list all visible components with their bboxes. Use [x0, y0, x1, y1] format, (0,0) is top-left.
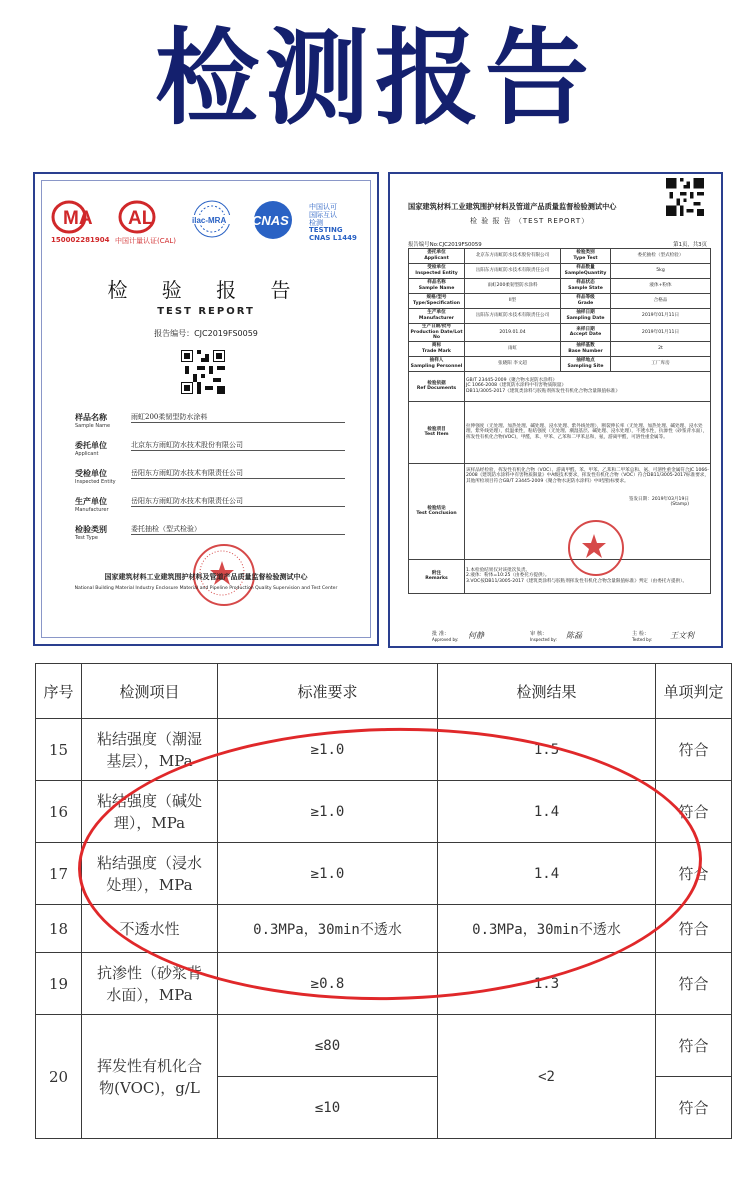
- certificate-footer-en: National Building Material Industry Enclosure Material and Pipeline Production Quality Supervision and Test Center: [74, 586, 338, 591]
- qr-code-icon: [181, 350, 225, 394]
- form-info-row: 样品名称 Sample Name 雨虹200柔韧型防水涂料 样品状态 Sample State 液体+粉体: [409, 279, 711, 294]
- cnas-note-5: CNAS L1449: [309, 234, 357, 242]
- field-test-type: 检验类别 Test Type 委托抽检（型式检验）: [75, 524, 345, 550]
- qr-code-icon: [666, 178, 704, 216]
- test-report-form: 国家建筑材料工业建筑围护材料及管道产品质量监督检验测试中心 检 验 报 告 （TEST REPORT） 报告编号No:CJC2019FS0059 第1页，共3页 委托单位 Applicant 北京东方雨虹防水技术股份有限公司 检验类别 Type Test 委托抽检（型式检验） 受检单位 Inspected Entity 岳阳东方雨虹防水技术有限责任公司 样品数量 SampleQuantity 5kg 样品名称 Sample Name 雨虹200柔韧型防水涂料 样品状态 Sample State 液体+粉体 规格/型号 Type/Specification II型 样品等级 Grade 合格品 生产单位 Manufacturer 岳阳东方雨虹防水技术有限责任公司 抽样日期 Sampling Date 2019年01月11日 生产日期/批号 Production Date/Lot No 2019.01.04 来样日期 Accept Date 2019年01月11日 商标 Trade Mark 雨虹 抽样基数 Base Number 2t 抽样人 Sampling Personnel 张晓阳 李文超 抽样地点 Sampling Site 工厂库房 检验依据 Ref Documents GB/T 23445-2009《聚合物水泥防水涂料》 JC 1066-2008《建筑防水涂料中有害物质限量》 DB11/3005-2017《建筑类涂料与胶粘剂挥发性有机化合物含量限值标准》 检验项目 Test Item 拉伸强度（无处理、加热处理、碱处理、浸水处理、紫外线处理），断裂伸长率（无处理、加热处理、碱处理、浸水处理、紫外线处理），低温柔性，粘结强度（无处理、潮湿基层、碱处理、浸水处理），不透水性，抗渗性（砂浆背水面），挥发性有机化合物(VOC)，甲醛，苯、甲苯、乙苯和二甲苯总和，氨，游离甲醛，可溶性重金属等。 检验结论 Test Conclusion 该样品经检验，挥发性有机化合物（VOC）、游离甲醛、苯、甲苯、乙苯和二甲苯总和、氨、可溶性重金属符合JC 1066-2008《建筑防水涂料中有害物质限量》中A级技术要求，挥发性有机化合物（VOC）符合DB11/3005-2017标准要求，其他所检项目符合GB/T 23445-2009《聚合物水泥防水涂料》中II型指标要求。 签发日期：2019年03月19日 (Stamp) 附注 Remarks 1.本检验结果仅对该批次负责。 2.液体：粉体=10:25（由委托方提供）。 3.VOC按DB11/3005-2017《建筑类涂料与胶粘剂挥发性有机化合物含量限值标准》判定（由委托方提供）。 批 准： Approved by: 何静 审 核： Inspected by: 陈磊 主 检： Tested by: 王文利: [388, 172, 723, 648]
- table-row: 16 粘结强度（碱处理），MPa ≥1.0 1.4 符合: [36, 781, 732, 843]
- cnas-logo: [243, 200, 303, 246]
- sign-stamp: (Stamp): [670, 502, 689, 508]
- cma-number: 150002281904: [51, 236, 110, 244]
- official-seal: [568, 520, 624, 576]
- cal-caption: 中国计量认证(CAL): [115, 237, 177, 245]
- field-sample-name: 样品名称 Sample Name 雨虹200柔韧型防水涂料: [75, 412, 345, 438]
- accreditation-logos: [51, 200, 371, 260]
- field-value: 岳阳东方雨虹防水技术有限责任公司: [131, 497, 243, 505]
- cnas-note-2: 国际互认: [309, 211, 337, 219]
- header-standard: 标准要求: [218, 664, 438, 719]
- table-row: 17 粘结强度（浸水处理），MPa ≥1.0 1.4 符合: [36, 843, 732, 905]
- form-info-row: 抽样人 Sampling Personnel 张晓阳 李文超 抽样地点 Sampling Site 工厂库房: [409, 356, 711, 371]
- form-info-row: 受检单位 Inspected Entity 岳阳东方雨虹防水技术有限责任公司 样品数量 SampleQuantity 5kg: [409, 264, 711, 279]
- form-page-indicator: 第1页，共3页: [673, 242, 707, 248]
- cal-logo: [115, 200, 177, 246]
- certificate-title: 检 验 报 告: [107, 278, 305, 302]
- field-applicant: 委托单位 Applicant 北京东方雨虹防水技术股份有限公司: [75, 440, 345, 466]
- form-info-row: 商标 Trade Mark 雨虹 抽样基数 Base Number 2t: [409, 341, 711, 356]
- form-row-remarks: 附注 Remarks 1.本检验结果仅对该批次负责。 2.液体：粉体=10:25（由委托方提供）。 3.VOC按DB11/3005-2017《建筑类涂料与胶粘剂挥发性有机化合物含量限值标准》判定（由委托方提供）。: [409, 559, 711, 593]
- results-header-row: [36, 664, 732, 719]
- cnas-note-4: TESTING: [309, 226, 343, 234]
- sign-date: 签发日期：2019年03月19日: [628, 496, 689, 502]
- cal-logo-text: AL: [128, 208, 154, 229]
- cnas-logo-text: CNAS: [252, 213, 289, 228]
- form-subtitle: 检 验 报 告 （TEST REPORT）: [470, 217, 590, 225]
- form-info-row: 规格/型号 Type/Specification II型 样品等级 Grade 合格品: [409, 294, 711, 309]
- approver-signature: 何静: [468, 631, 484, 640]
- header-item: 检测项目: [82, 664, 218, 719]
- form-row-ref: 检验依据 Ref Documents GB/T 23445-2009《聚合物水泥防水涂料》 JC 1066-2008《建筑防水涂料中有害物质限量》 DB11/3005-2017《建筑类涂料与胶粘剂挥发性有机化合物含量限值标准》: [409, 371, 711, 401]
- form-row-conclusion: 检验结论 Test Conclusion 该样品经检验，挥发性有机化合物（VOC）、游离甲醛、苯、甲苯、乙苯和二甲苯总和、氨、可溶性重金属符合JC 1066-2008《建筑防水涂料中有害物质限量》中A级技术要求，挥发性有机化合物（VOC）符合DB11/3005-2017标准要求，其他所检项目符合GB/T 23445-2009《聚合物水泥防水涂料》中II型指标要求。 签发日期：2019年03月19日 (Stamp): [409, 463, 711, 559]
- form-info-row: 生产单位 Manufacturer 岳阳东方雨虹防水技术有限责任公司 抽样日期 Sampling Date 2019年01月11日: [409, 309, 711, 324]
- form-info-row: 委托单位 Applicant 北京东方雨虹防水技术股份有限公司 检验类别 Type Test 委托抽检（型式检验）: [409, 249, 711, 264]
- ilac-mra-text: ilac-MRA: [192, 216, 227, 225]
- table-row: 18 不透水性 0.3MPa，30min不透水 0.3MPa，30min不透水 符合: [36, 905, 732, 953]
- field-value: 雨虹200柔韧型防水涂料: [131, 413, 208, 421]
- certificate-footer: 国家建筑材料工业建筑围护材料及管道产品质量监督检验测试中心: [104, 573, 308, 581]
- cnas-note-1: 中国认可: [309, 203, 337, 211]
- table-row: ≤10 符合: [36, 1077, 732, 1139]
- field-manufacturer: 生产单位 Manufacturer 岳阳东方雨虹防水技术有限责任公司: [75, 496, 345, 522]
- field-value: 北京东方雨虹防水技术股份有限公司: [131, 441, 243, 449]
- form-row-items: 检验项目 Test Item 拉伸强度（无处理、加热处理、碱处理、浸水处理、紫外线处理），断裂伸长率（无处理、加热处理、碱处理、浸水处理、紫外线处理），低温柔性，粘结强度（无处理、潮湿基层、碱处理、浸水处理），不透水性，抗渗性（砂浆背水面），挥发性有机化合物(VOC)，甲醛，苯、甲苯、乙苯和二甲苯总和，氨，游离甲醛，可溶性重金属等。: [409, 401, 711, 463]
- ilac-mra-logo: [187, 200, 237, 246]
- cma-logo-text: MA: [63, 208, 93, 229]
- header-no: 序号: [36, 664, 82, 719]
- table-row: 15 粘结强度（潮湿基层），MPa ≥1.0 1.5 符合: [36, 719, 732, 781]
- table-row: 19 抗渗性（砂浆背水面），MPa ≥0.8 1.3 符合: [36, 953, 732, 1015]
- form-info-row: 生产日期/批号 Production Date/Lot No 2019.01.04 来样日期 Accept Date 2019年01月11日: [409, 324, 711, 342]
- table-row: 20 挥发性有机化合物(VOC)，g/L ≤80 <2 符合: [36, 1015, 732, 1077]
- field-value: 委托抽检（型式检验）: [131, 525, 201, 533]
- certificate-subtitle: TEST REPORT: [157, 306, 255, 317]
- certificate-report-number: 报告编号：CJC2019FS0059: [154, 329, 258, 338]
- inspector-signature: 陈磊: [566, 631, 582, 640]
- tester-signature: 王文利: [670, 631, 694, 640]
- seal-star-icon: [570, 522, 618, 570]
- header-result: 检测结果: [438, 664, 656, 719]
- field-inspected-entity: 受检单位 Inspected Entity 岳阳东方雨虹防水技术有限责任公司: [75, 468, 345, 494]
- certificate-cover: [33, 172, 379, 646]
- page-headline: 检测报告: [154, 17, 595, 139]
- cma-logo: [51, 200, 109, 246]
- header-judgement: 单项判定: [656, 664, 732, 719]
- cnas-note-3: 检测: [309, 219, 323, 227]
- field-value: 岳阳东方雨虹防水技术有限责任公司: [131, 469, 243, 477]
- form-title: 国家建筑材料工业建筑围护材料及管道产品质量监督检验测试中心: [408, 202, 617, 211]
- form-report-number: 报告编号No:CJC2019FS0059: [408, 242, 482, 248]
- form-info-table: [408, 248, 711, 594]
- test-results-table: [35, 663, 732, 1139]
